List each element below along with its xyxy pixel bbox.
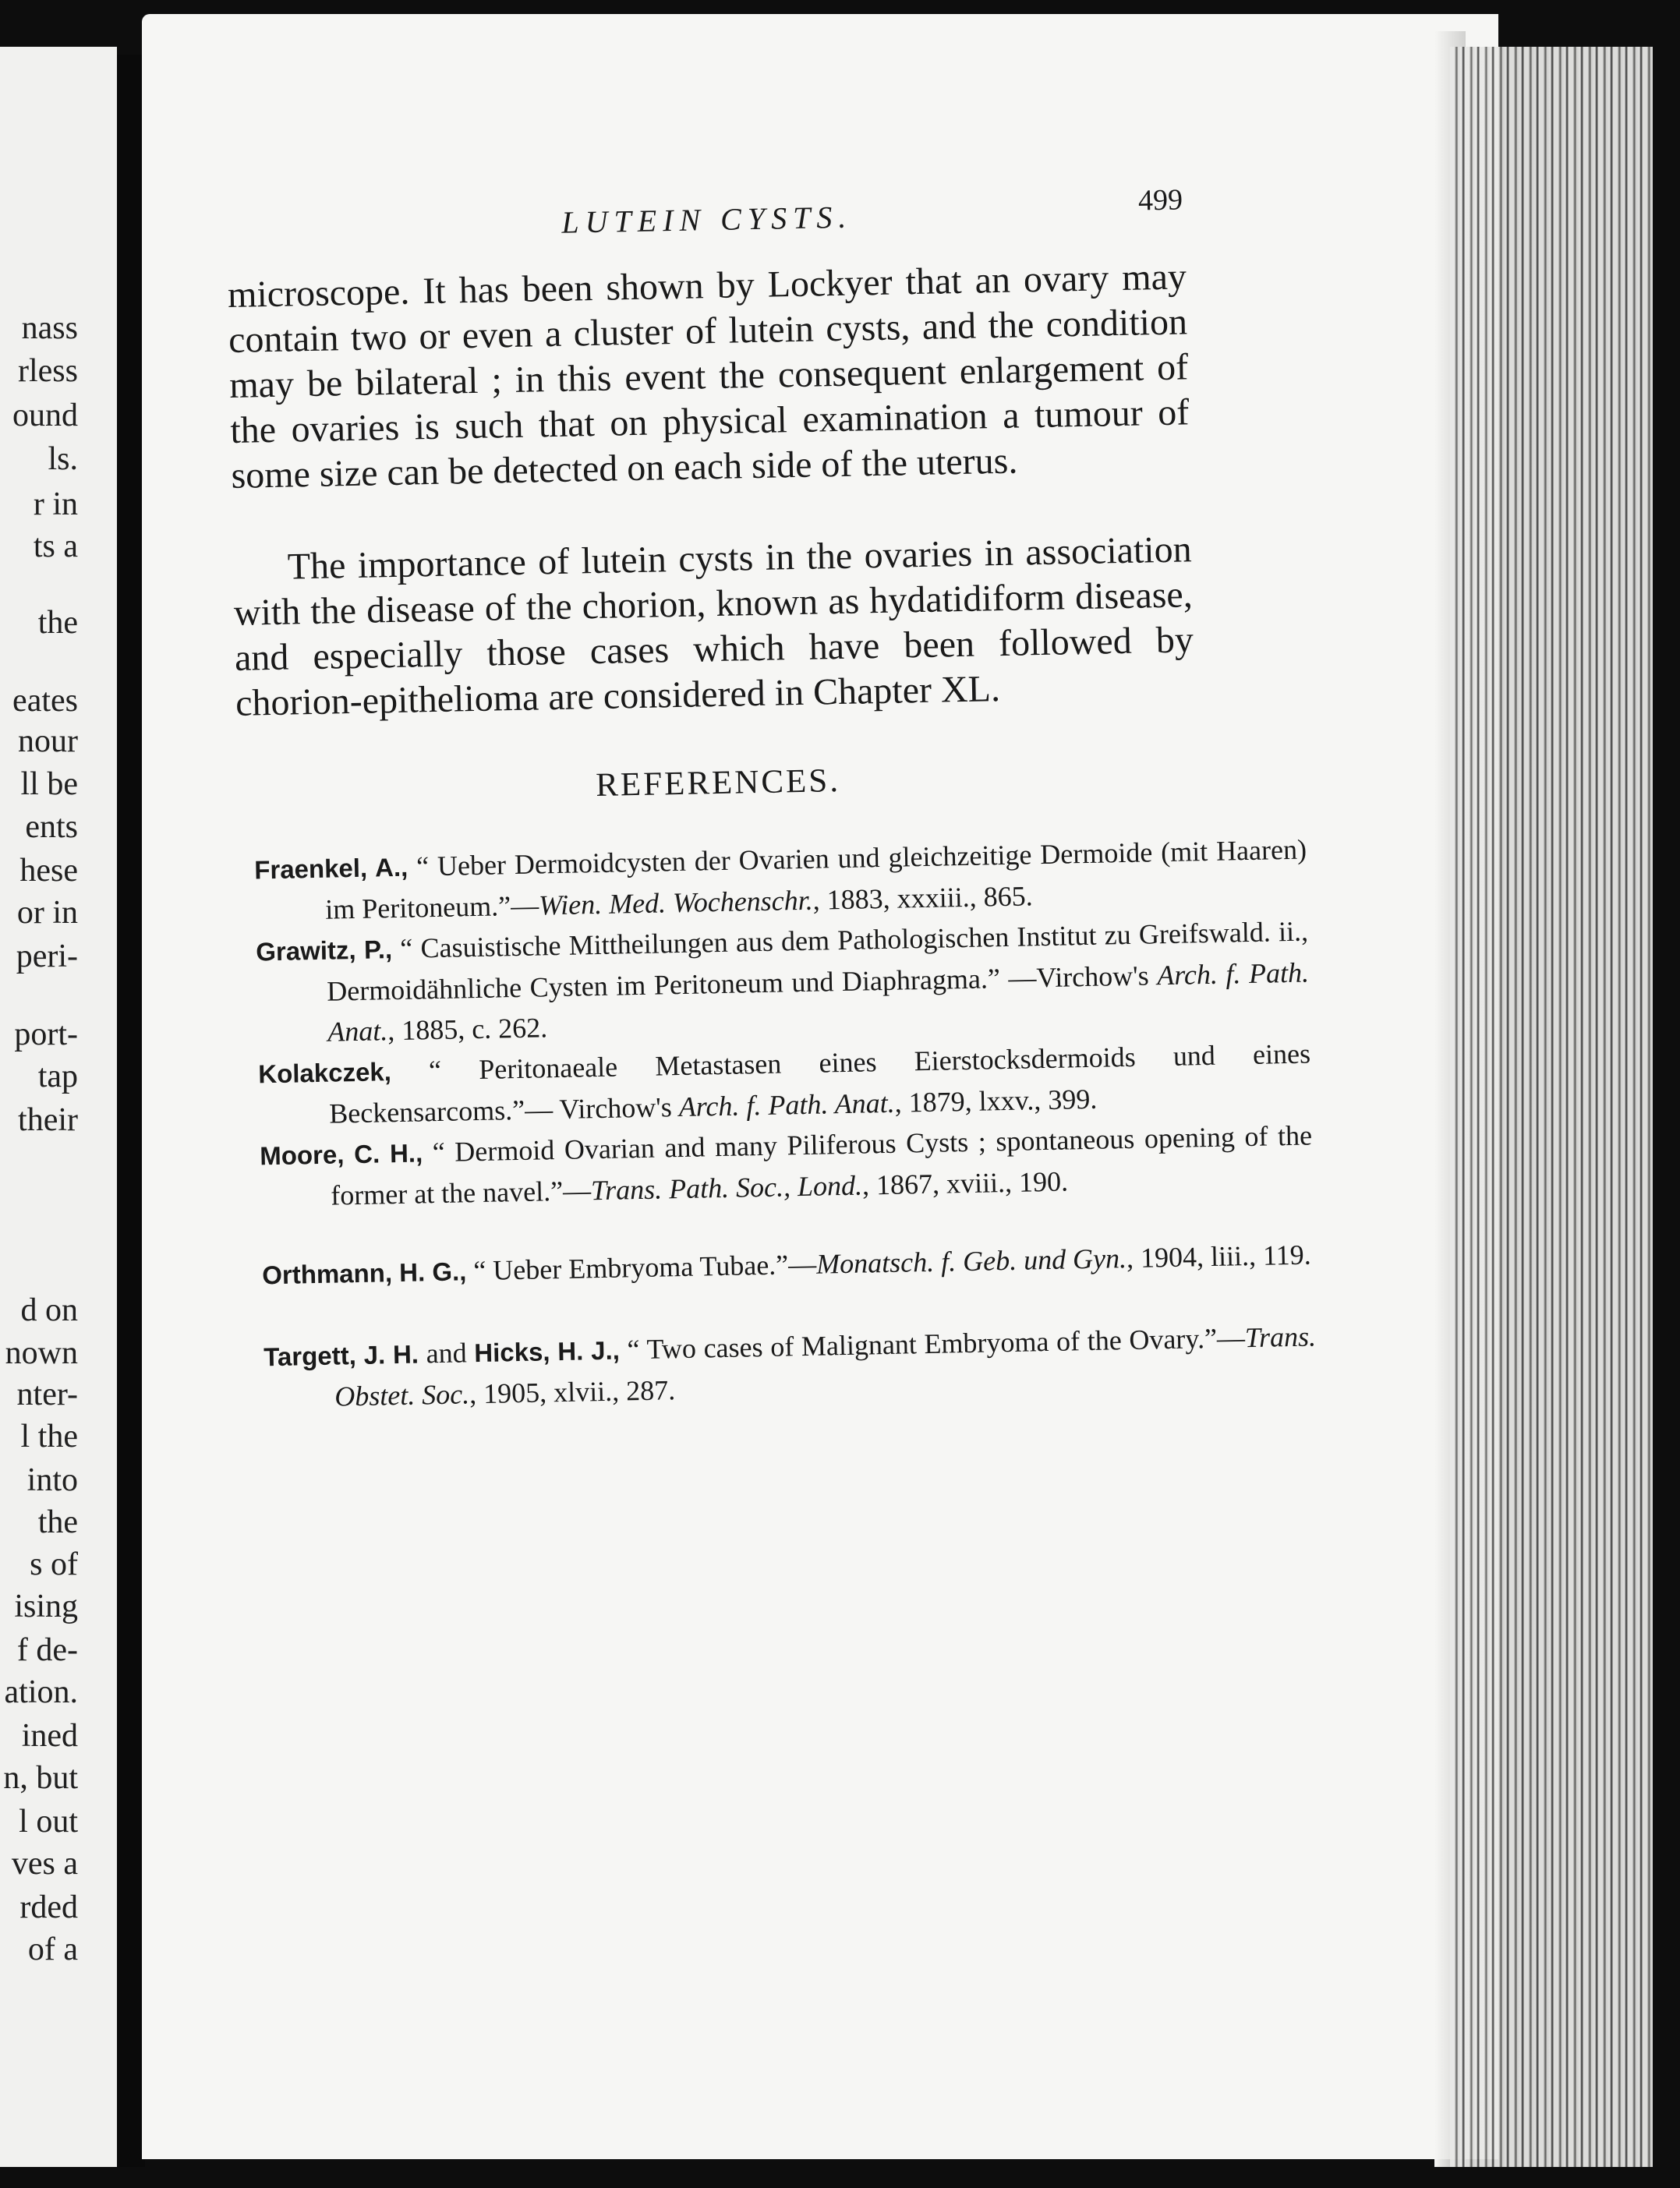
running-head: LUTEIN CYSTS.: [561, 199, 853, 240]
reference-author: Fraenkel, A.,: [253, 852, 409, 885]
left-page-fragment: the: [37, 1504, 78, 1540]
reference-citation: , 1885, c. 262.: [387, 1012, 548, 1047]
reference-author: Orthmann, H. G.,: [261, 1257, 467, 1290]
left-page-fragment: nass: [21, 310, 78, 346]
left-page-fragment: rless: [18, 353, 78, 389]
left-page-fragment: ation.: [4, 1674, 78, 1710]
left-page-fragment: nour: [18, 723, 78, 759]
reference-journal: Monatsch. f. Geb. und Gyn.: [815, 1242, 1127, 1280]
left-page-fragment: port-: [14, 1016, 78, 1052]
reference-author: Targett, J. H.: [263, 1339, 419, 1372]
reference-journal: Arch. f. Path. Anat.: [327, 956, 1310, 1048]
left-page-fragment: the: [37, 605, 78, 641]
reference-journal: Trans. Obstet. Soc.: [334, 1320, 1317, 1412]
left-page-fragment: r in: [33, 486, 78, 522]
reference-title: “ Ueber Dermoidcysten der Ovarien und gleichzeitige Dermoide (mit Haaren) im Peritoneum.”—: [324, 833, 1307, 925]
reference-title: “ Dermoid Ovarian and many Piliferous Cysts ; spontaneous opening of the former at the navel.”—: [330, 1119, 1313, 1211]
reference-author: Kolakczek,: [257, 1057, 392, 1089]
reference-author-2: Hicks, H. J.,: [473, 1335, 621, 1368]
reference-title: “ Ueber Embryoma Tubae.”—: [465, 1248, 817, 1287]
reference-journal: Arch. f. Path. Anat.: [678, 1087, 896, 1123]
left-page-fragment: ined: [21, 1718, 78, 1754]
left-page-fragment: hese: [19, 853, 78, 889]
left-page-fragment: into: [27, 1462, 78, 1498]
left-page-fragment: their: [18, 1102, 78, 1138]
book-gutter: [117, 55, 145, 2167]
left-page-fragment: nown: [5, 1335, 78, 1371]
body-paragraph: The importance of lutein cysts in the ovaries in association with the disease of the chorion, known as hydatidiform disease, and especially those cases which have been followed by chorion-epithelioma are considered in Chapter XL.: [233, 528, 1194, 724]
reference-title: “ Peritonaeale Metastasen eines Eierstocksdermoids und eines Beckensarcoms.”— Virchow's: [328, 1037, 1311, 1129]
left-facing-page: [0, 47, 117, 2167]
reference-citation: , 1904, liii., 119.: [1126, 1239, 1312, 1274]
reference-citation: , 1879, lxxv., 399.: [894, 1083, 1098, 1119]
left-page-fragment: ising: [14, 1589, 78, 1624]
reference-author: Moore, C. H.,: [259, 1138, 423, 1171]
reference-journal: Wien. Med. Wochenschr.: [538, 884, 814, 921]
left-page-fragment: rded: [19, 1889, 78, 1925]
reference-title: “ Casuistische Mittheilungen aus dem Pathologischen Institut zu Greifswald. ii., Dermoidähnliche Cysten im Peritoneum und Diaphragma.” —Virchow's: [326, 915, 1309, 1007]
left-page-fragment: or in: [16, 895, 78, 931]
body-paragraph: microscope. It has been shown by Lockyer that an ovary may contain two or even a cluster of lutein cysts, and the condition may be bilateral ; in this event the consequent enlargement of the ovaries is such that on physical examination a tumour of some size can be detected on each side of the uterus.: [227, 256, 1190, 497]
left-page-fragment: nter-: [16, 1377, 78, 1412]
left-page-fragment: ls.: [48, 441, 78, 477]
left-page-fragment: l out: [19, 1804, 78, 1840]
left-page-fragment: f de-: [16, 1632, 78, 1668]
left-page-fragment: ves a: [11, 1846, 78, 1882]
references-heading: REFERENCES.: [595, 762, 841, 804]
reference-author: Grawitz, P.,: [255, 935, 393, 967]
left-page-fragment: ll be: [20, 766, 78, 802]
reference-citation: , 1867, xviii., 190.: [861, 1165, 1069, 1201]
reference-title: “ Two cases of Malignant Embryoma of the Ovary.”—: [619, 1322, 1246, 1366]
left-page-fragment: of a: [27, 1932, 78, 1967]
left-page-fragment: peri-: [16, 938, 78, 974]
left-page-fragment: s of: [30, 1546, 78, 1582]
left-page-fragment: ound: [12, 398, 78, 433]
left-page-fragment: tap: [37, 1059, 78, 1094]
reference-citation: , 1883, xxxiii., 865.: [812, 880, 1034, 916]
reference-journal: Trans. Path. Soc., Lond.: [590, 1169, 863, 1207]
page-stack-edges: [1450, 47, 1653, 2167]
left-page-fragment: l the: [20, 1419, 78, 1455]
reference-citation: , 1905, xlvii., 287.: [469, 1374, 676, 1410]
left-page-fragment: ents: [25, 809, 78, 845]
left-page-fragment: eates: [12, 683, 78, 719]
reference-entry: [256, 911, 1310, 1054]
left-page-fragment: n, but: [3, 1760, 78, 1796]
left-page-fragment: d on: [20, 1292, 78, 1328]
reference-connector: and: [418, 1337, 475, 1370]
left-page-fragment: ts a: [33, 528, 78, 564]
page-number: 499: [1137, 183, 1183, 217]
